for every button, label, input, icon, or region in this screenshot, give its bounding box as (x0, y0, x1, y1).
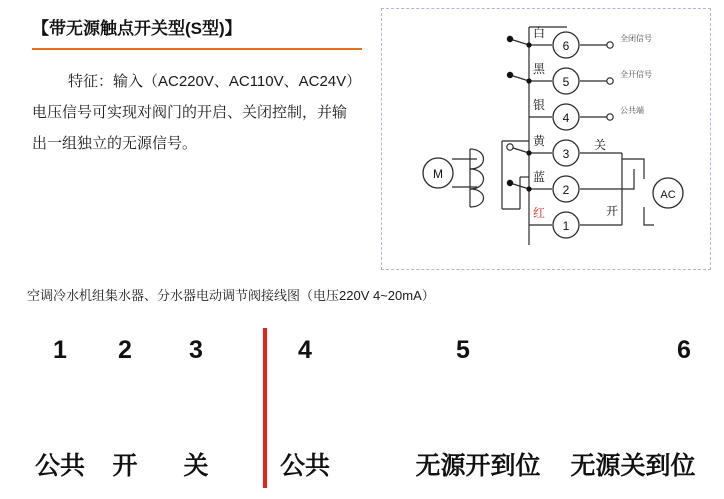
strip-label-3: 关 (183, 452, 209, 480)
terminal-1 (533, 206, 579, 238)
strip-label-2: 开 (112, 452, 138, 480)
red-divider (263, 328, 267, 488)
wiring-diagram (381, 8, 711, 270)
terminal-number: 4 (562, 111, 570, 125)
contact-dot-2 (507, 180, 513, 186)
terminal-wire-color: 白 (532, 26, 545, 40)
terminal-function: 开 (606, 204, 619, 218)
terminal-number: 2 (562, 183, 570, 197)
output-dot-4 (607, 114, 613, 120)
terminal-wire-color: 银 (532, 98, 545, 112)
contact-dot-5 (507, 72, 513, 78)
diagram-caption: 空调冷水机组集水器、分水器电动调节阀接线图（电压220V 4~20mA） (27, 288, 435, 303)
terminal-wire-color: 黄 (532, 134, 545, 148)
bus-dot-3 (526, 150, 531, 155)
contact-dot-3 (507, 144, 513, 150)
terminal-strip (0, 318, 724, 493)
terminal-function: 公共端 (620, 106, 644, 115)
terminal-wire-color: 红 (532, 206, 545, 220)
terminal-function: 全开信号 (620, 70, 652, 79)
coil-symbol (470, 149, 484, 207)
strip-label-4: 公共 (279, 452, 331, 480)
terminal-function: 关 (594, 138, 607, 152)
terminal-function: 全闭信号 (620, 34, 652, 43)
strip-number-6: 6 (677, 336, 691, 364)
terminal-5 (533, 62, 652, 94)
terminal-number: 1 (562, 219, 570, 233)
bus-dot-2 (526, 186, 531, 191)
ac-source-label: AC (660, 189, 676, 201)
panel-line-3: 出一组独立的无源信号。 (32, 135, 198, 152)
strip-number-1: 1 (53, 336, 67, 364)
strip-number-3: 3 (189, 336, 203, 364)
bus-dot-6 (526, 42, 531, 47)
panel-line-2: 电压信号可实现对阀门的开启、关闭控制，并输 (32, 104, 348, 121)
strip-number-5: 5 (456, 336, 470, 364)
terminal-3 (533, 134, 606, 166)
output-dot-6 (607, 42, 613, 48)
wiring-diagram-svg (382, 9, 710, 269)
feature-panel (26, 14, 381, 269)
bus-dot-5 (526, 78, 531, 83)
panel-line-1 (32, 66, 370, 97)
terminal-6 (533, 26, 652, 58)
title-underline (32, 48, 362, 50)
output-dot-5 (607, 78, 613, 84)
strip-number-4: 4 (298, 336, 312, 364)
terminal-2 (533, 169, 618, 218)
terminal-4 (533, 98, 644, 130)
terminal-number: 6 (562, 39, 570, 53)
strip-label-5: 无源开到位 (415, 452, 541, 480)
strip-label-1: 公共 (34, 452, 86, 480)
panel-line-1-text: 特征：输入（AC220V、AC110V、AC24V） (68, 73, 362, 90)
terminal-wire-color: 蓝 (532, 170, 545, 184)
terminal-number: 5 (562, 75, 570, 89)
panel-body (32, 66, 370, 159)
motor-label: M (433, 167, 443, 181)
panel-title: 【带无源触点开关型(S型)】 (32, 19, 242, 38)
contact-dot-6 (507, 36, 513, 42)
strip-label-6: 无源关到位 (570, 452, 696, 480)
strip-number-2: 2 (118, 336, 132, 364)
terminal-wire-color: 黑 (532, 62, 545, 76)
terminal-number: 3 (562, 147, 570, 161)
